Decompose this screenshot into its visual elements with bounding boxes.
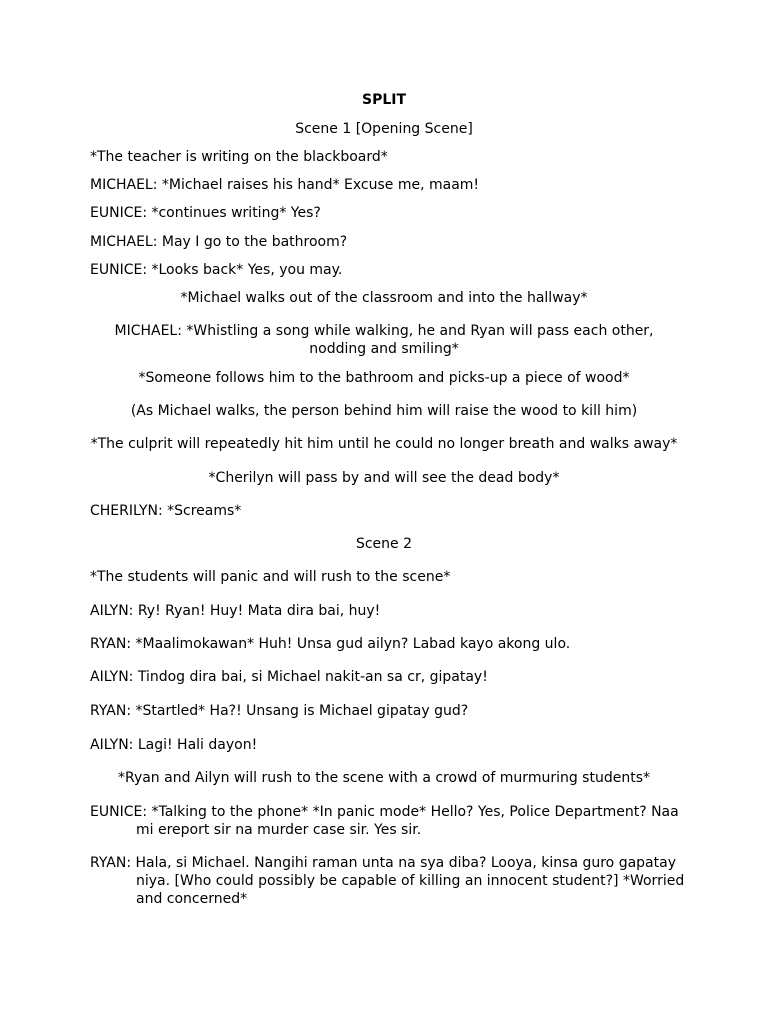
stage-direction: *The students will panic and will rush to the scene* (90, 569, 451, 585)
dialogue-line: MICHAEL: *Michael raises his hand* Excuse me, maam! (90, 177, 480, 193)
dialogue-line: CHERILYN: *Screams* (90, 503, 242, 519)
stage-direction: *Ryan and Ailyn will rush to the scene with a crowd of murmuring students* (117, 770, 650, 786)
scene-1-heading: Scene 1 [Opening Scene] (295, 121, 473, 137)
dialogue-line: AILYN: Lagi! Hali dayon! (90, 737, 258, 753)
document-title: SPLIT (361, 92, 407, 108)
dialogue-line: MICHAEL: May I go to the bathroom? (90, 234, 348, 250)
dialogue-text: and concerned* (136, 891, 248, 907)
stage-direction: *The culprit will repeatedly hit him until he could no longer breath and walks away* (90, 436, 678, 452)
dialogue-paragraph (90, 854, 690, 908)
scene-2-heading: Scene 2 (355, 536, 413, 552)
dialogue-line: RYAN: *Startled* Ha?! Unsang is Michael gipatay gud? (90, 703, 469, 719)
dialogue-text: mi ereport sir na murder case sir. Yes sir. (136, 822, 422, 838)
stage-direction: *Cherilyn will pass by and will see the dead body* (208, 470, 560, 486)
stage-direction: *Michael walks out of the classroom and into the hallway* (180, 290, 588, 306)
dialogue-paragraph (90, 803, 690, 839)
stage-direction: *The teacher is writing on the blackboard* (90, 149, 388, 165)
dialogue-line: EUNICE: *Looks back* Yes, you may. (90, 262, 343, 278)
dialogue-line: AILYN: Tindog dira bai, si Michael nakit-an sa cr, gipatay! (90, 669, 488, 685)
stage-direction: *Someone follows him to the bathroom and picks-up a piece of wood* (138, 370, 630, 386)
dialogue-line: RYAN: *Maalimokawan* Huh! Unsa gud ailyn? Labad kayo akong ulo. (90, 636, 571, 652)
dialogue-line-centered (110, 322, 658, 358)
dialogue-text: RYAN: Hala, si Michael. Nangihi raman unta na sya diba? Looya, kinsa guro gapatay (90, 855, 676, 871)
dialogue-text: MICHAEL: *Whistling a song while walking, he and Ryan will pass each other, (114, 323, 654, 339)
dialogue-line: EUNICE: *continues writing* Yes? (90, 205, 321, 221)
stage-direction: (As Michael walks, the person behind him will raise the wood to kill him) (130, 403, 638, 419)
dialogue-text: EUNICE: *Talking to the phone* *In panic mode* Hello? Yes, Police Department? Naa (90, 804, 679, 820)
dialogue-text: nodding and smiling* (309, 341, 459, 357)
dialogue-line: AILYN: Ry! Ryan! Huy! Mata dira bai, huy! (90, 603, 381, 619)
dialogue-text: niya. [Who could possibly be capable of killing an innocent student?] *Worried (136, 873, 685, 889)
